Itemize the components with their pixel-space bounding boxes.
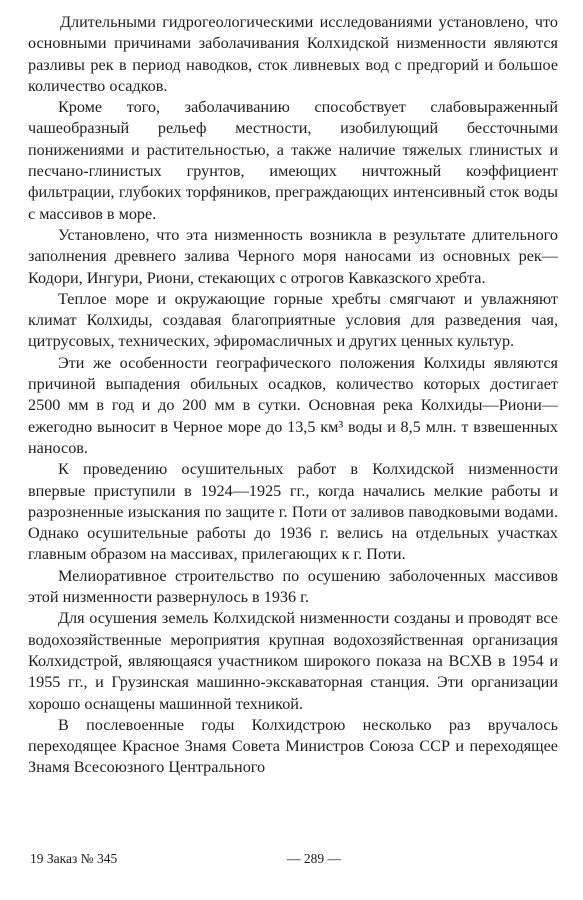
paragraph: Длительными гидрогеологическими исследованиями установлено, что основными причинами заболачивания Колхидской низменности являются разливы рек в период наводков, сток ливневых вод с предгорий и большое количество осадков. bbox=[28, 13, 558, 95]
printer-signature: 19 Заказ № 345 bbox=[30, 851, 118, 866]
document-page bbox=[28, 12, 558, 874]
paragraph: К проведению осушительных работ в Колхидской низменности впервые приступили в 1924—1925 гг., когда начались мелкие работы и разрозненные изыскания по защите г. Поти от заливов паводковыми водами. Однако осушительные работы до 1936 г. велись на отдельных участках главным образом на массивах, прилегающих к г. Поти. bbox=[28, 460, 558, 564]
paragraph: В послевоенные годы Колхидстрою несколько раз вручалось переходящее Красное Знамя Совета Министров Союза ССР и переходящее Знамя Всесоюзного Центрального bbox=[28, 715, 558, 777]
paragraph: Кроме того, заболачиванию способствует слабовыраженный чашеобразный рельеф местности, изобилующий бессточными понижениями и растительностью, а также наличие тяжелых глинистых и песчано-глинистых грунтов, имеющих ничтожный коэффициент фильтрации, глубоких торфяников, преграждающих интенсивный сток воды с массивов в море. bbox=[28, 98, 558, 223]
paragraph: Мелиоративное строительство по осушению заболоченных массивов этой низменности развернулось в 1936 г. bbox=[28, 566, 558, 607]
page-footer bbox=[30, 848, 558, 872]
paragraph: Для осушения земель Колхидской низменности созданы и проводят все водохозяйственные мероприятия крупная водохозяйственная организация Колхидстрой, являющаяся участником широкого показа на ВСХВ в 1954 и 1955 гг., и Грузинская машинно-экскаваторная станция. Эти организации хорошо оснащены машинной техникой. bbox=[28, 609, 558, 713]
paragraph: Установлено, что эта низменность возникла в результате длительного заполнения древнего залива Черного моря наносами из основных рек—Кодори, Ингури, Риони, стекающих с отрогов Кавказского хребта. bbox=[28, 225, 558, 287]
page-number: — 289 — bbox=[287, 851, 341, 866]
paragraph: Эти же особенности географического положения Колхиды являются причиной выпадения обильных осадков, количество которых достигает 2500 мм в год и до 200 мм в сутки. Основная река Колхиды—Риони—ежегодно выносит в Черное море до 13,5 км³ воды и 8,5 млн. т взвешенных наносов. bbox=[28, 353, 558, 457]
paragraph: Теплое море и окружающие горные хребты смягчают и увлажняют климат Колхиды, создавая благоприятные условия для разведения чая, цитрусовых, технических, эфиромасличных и других ценных культур. bbox=[28, 289, 558, 351]
